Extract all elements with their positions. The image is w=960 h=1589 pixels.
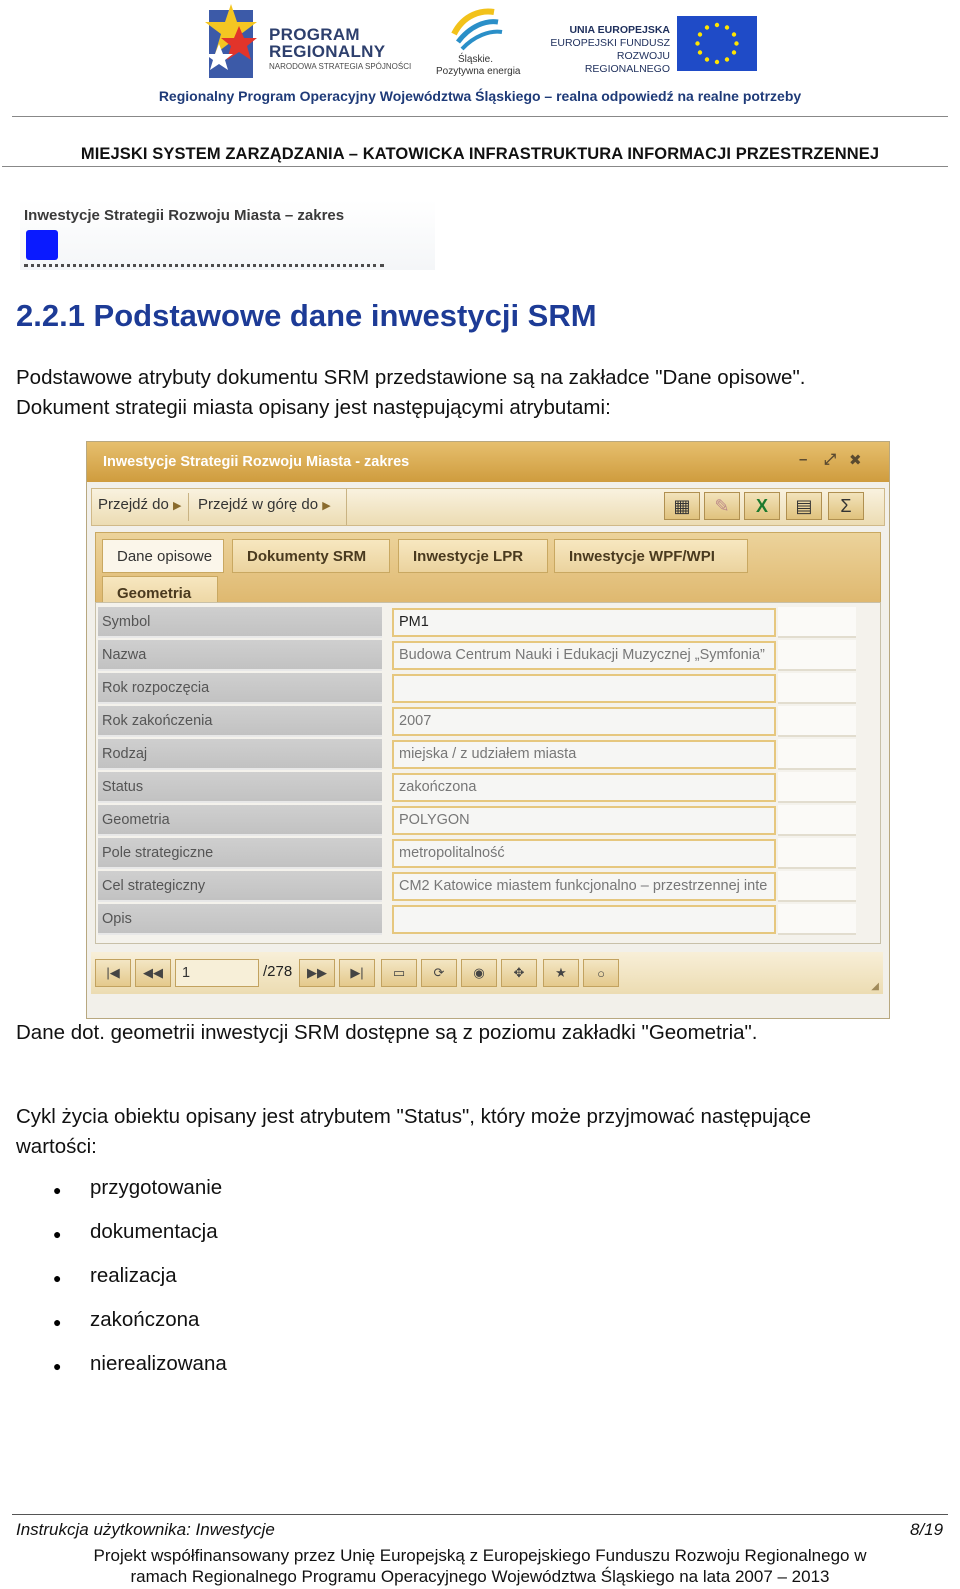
lifecycle-line-2: wartości: xyxy=(16,1135,97,1158)
field-label: Status xyxy=(98,772,382,803)
field-label: Pole strategiczne xyxy=(98,838,382,869)
arrow-right-icon: ▶ xyxy=(173,500,182,512)
field-extra-cell xyxy=(778,838,856,869)
field-label: Cel strategiczny xyxy=(98,871,382,902)
program-star-icon xyxy=(205,4,265,80)
search-icon[interactable]: ◉ xyxy=(461,959,497,987)
field-value-input[interactable]: zakończona xyxy=(392,773,776,802)
field-label: Opis xyxy=(98,904,382,935)
tab-dokumenty-srm[interactable]: Dokumenty SRM xyxy=(232,539,390,573)
field-value-input[interactable]: CM2 Katowice miastem funkcjonalno – przestrzennej inte xyxy=(392,872,776,901)
restore-icon[interactable]: ⤢ xyxy=(824,451,837,468)
goto-up-button[interactable] xyxy=(198,496,331,513)
edit-disabled-icon[interactable]: ✎ xyxy=(704,492,740,520)
footer-doc-title: Instrukcja użytkownika: Inwestycje xyxy=(16,1520,275,1539)
field-value-input[interactable]: POLYGON xyxy=(392,806,776,835)
page-total: /278 xyxy=(263,963,293,980)
goto-up-label: Przejdź w górę do xyxy=(198,496,319,513)
status-list-item: nierealizowana xyxy=(90,1352,227,1375)
section-heading: 2.2.1 Podstawowe dane inwestycji SRM xyxy=(16,298,597,333)
page-number-input[interactable]: 1 xyxy=(175,959,259,987)
blue-square-icon xyxy=(26,230,58,260)
field-extra-cell xyxy=(778,772,856,803)
geometry-note: Dane dot. geometrii inwestycji SRM dostępne są z poziomu zakładki "Geometria". xyxy=(16,1021,758,1044)
next-page-icon[interactable]: ▶▶ xyxy=(299,959,335,987)
sum-icon[interactable]: Σ xyxy=(828,492,864,520)
bullet-icon: ● xyxy=(53,1358,62,1374)
field-extra-cell xyxy=(778,607,856,638)
fragment-dotted-line xyxy=(24,264,384,270)
last-page-icon[interactable]: ▶| xyxy=(339,959,375,987)
close-icon[interactable]: ✖ xyxy=(849,452,862,469)
move-icon[interactable]: ✥ xyxy=(501,959,537,987)
status-list-item: realizacja xyxy=(90,1264,177,1287)
intro-line-1: Podstawowe atrybuty dokumentu SRM przedstawione są na zakładce "Dane opisowe". xyxy=(16,366,806,389)
header-divider xyxy=(12,116,948,117)
field-extra-cell xyxy=(778,739,856,770)
status-list-item: dokumentacja xyxy=(90,1220,218,1243)
intro-line-2: Dokument strategii miasta opisany jest następującymi atrybutami: xyxy=(16,396,611,419)
arrow-right-icon: ▶ xyxy=(322,500,331,512)
field-label: Symbol xyxy=(98,607,382,638)
minimize-icon[interactable]: – xyxy=(799,451,808,468)
bullet-icon: ● xyxy=(53,1182,62,1198)
slaskie-logo xyxy=(432,4,524,80)
lifecycle-line-1: Cykl życia obiektu opisany jest atrybutem "Status", który może przyjmować następujące xyxy=(16,1105,812,1128)
field-extra-cell xyxy=(778,706,856,737)
field-value-input[interactable]: metropolitalność xyxy=(392,839,776,868)
attributes-form xyxy=(95,602,881,944)
window-title: Inwestycje Strategii Rozwoju Miasta - zakres xyxy=(103,454,410,470)
system-title: MIEJSKI SYSTEM ZARZĄDZANIA – KATOWICKA INFRASTRUKTURA INFORMACJI PRZESTRZENNEJ xyxy=(80,145,880,163)
toolbar-separator xyxy=(346,489,347,525)
header-tagline: Regionalny Program Operacyjny Województwa Śląskiego – realna odpowiedź na realne potrzeby xyxy=(158,88,802,104)
program-regionalny-logo xyxy=(205,4,420,80)
tab-dane-opisowe[interactable]: Dane opisowe xyxy=(102,539,224,573)
eu-logo-line3: ROZWOJU REGIONALNEGO xyxy=(584,50,670,75)
program-logo-line2: REGIONALNY xyxy=(269,42,386,61)
field-label: Geometria xyxy=(98,805,382,836)
footer-funding-line-2: ramach Regionalnego Programu Operacyjnego Województwa Śląskiego na lata 2007 – 2013 xyxy=(130,1567,830,1586)
title-divider xyxy=(2,166,948,167)
slaskie-logo-line1: Śląskie. xyxy=(458,54,494,65)
field-value-input[interactable]: miejska / z udziałem miasta xyxy=(392,740,776,769)
eu-flag-icon xyxy=(677,16,757,71)
bullet-icon: ● xyxy=(53,1226,62,1242)
cropped-window-fragment xyxy=(20,200,435,270)
circle-icon[interactable]: ○ xyxy=(583,959,619,987)
field-value-input[interactable] xyxy=(392,905,776,934)
goto-button[interactable] xyxy=(98,496,182,513)
field-value-input[interactable]: Budowa Centrum Nauki i Edukacji Muzycznej „Symfonia” xyxy=(392,641,776,670)
report-icon[interactable]: ▦ xyxy=(664,492,700,520)
tab-inwestycje-wpf-wpi[interactable]: Inwestycje WPF/WPI xyxy=(554,539,748,573)
field-label: Rok rozpoczęcia xyxy=(98,673,382,704)
eu-logo-line1: UNIA EUROPEJSKA xyxy=(569,24,670,36)
field-extra-cell xyxy=(778,673,856,704)
field-extra-cell xyxy=(778,640,856,671)
goto-label: Przejdź do xyxy=(98,496,169,513)
bullet-icon: ● xyxy=(53,1270,62,1286)
pager-toolbar xyxy=(91,952,883,994)
field-label: Nazwa xyxy=(98,640,382,671)
first-page-icon[interactable]: |◀ xyxy=(95,959,131,987)
footer-funding-line-1: Projekt współfinansowany przez Unię Europejską z Europejskiego Funduszu Rozwoju Regionalnego w xyxy=(93,1546,867,1565)
previous-page-icon[interactable]: ◀◀ xyxy=(135,959,171,987)
bullet-icon: ● xyxy=(53,1314,62,1330)
status-list-item: zakończona xyxy=(90,1308,200,1331)
tab-geometria[interactable]: Geometria xyxy=(102,576,218,610)
slaskie-waves-icon xyxy=(432,4,524,54)
field-value-input[interactable] xyxy=(392,674,776,703)
navigation-toolbar xyxy=(91,488,885,526)
excel-export-icon[interactable]: X xyxy=(744,492,780,520)
field-extra-cell xyxy=(778,904,856,935)
favorite-star-icon[interactable]: ★ xyxy=(543,959,579,987)
field-extra-cell xyxy=(778,871,856,902)
window-titlebar[interactable] xyxy=(87,442,889,482)
program-logo-line1: PROGRAM xyxy=(269,25,360,44)
srm-window xyxy=(86,441,890,1019)
field-label: Rodzaj xyxy=(98,739,382,770)
field-value-input[interactable]: 2007 xyxy=(392,707,776,736)
tab-bar xyxy=(95,532,881,612)
field-label: Rok zakończenia xyxy=(98,706,382,737)
resize-grip-icon[interactable]: ◢ xyxy=(871,981,879,992)
status-list-item: przygotowanie xyxy=(90,1176,223,1199)
open-folder-icon[interactable]: ▭ xyxy=(381,959,417,987)
footer-divider xyxy=(12,1514,948,1515)
refresh-icon[interactable]: ⟳ xyxy=(421,959,457,987)
table-view-icon[interactable]: ▤ xyxy=(786,492,822,520)
program-logo-sub: NARODOWA STRATEGIA SPÓJNOŚCI xyxy=(269,62,412,71)
field-extra-cell xyxy=(778,805,856,836)
eu-logo xyxy=(535,16,755,76)
fragment-title: Inwestycje Strategii Rozwoju Miasta – zakres xyxy=(24,207,345,224)
footer-page-number: 8/19 xyxy=(910,1520,944,1539)
field-value-input[interactable]: PM1 xyxy=(392,608,776,637)
slaskie-logo-line2: Pozytywna energia xyxy=(436,66,521,77)
eu-logo-line2: EUROPEJSKI FUNDUSZ xyxy=(550,37,670,49)
tab-inwestycje-lpr[interactable]: Inwestycje LPR xyxy=(398,539,548,573)
toolbar-separator xyxy=(188,493,189,521)
